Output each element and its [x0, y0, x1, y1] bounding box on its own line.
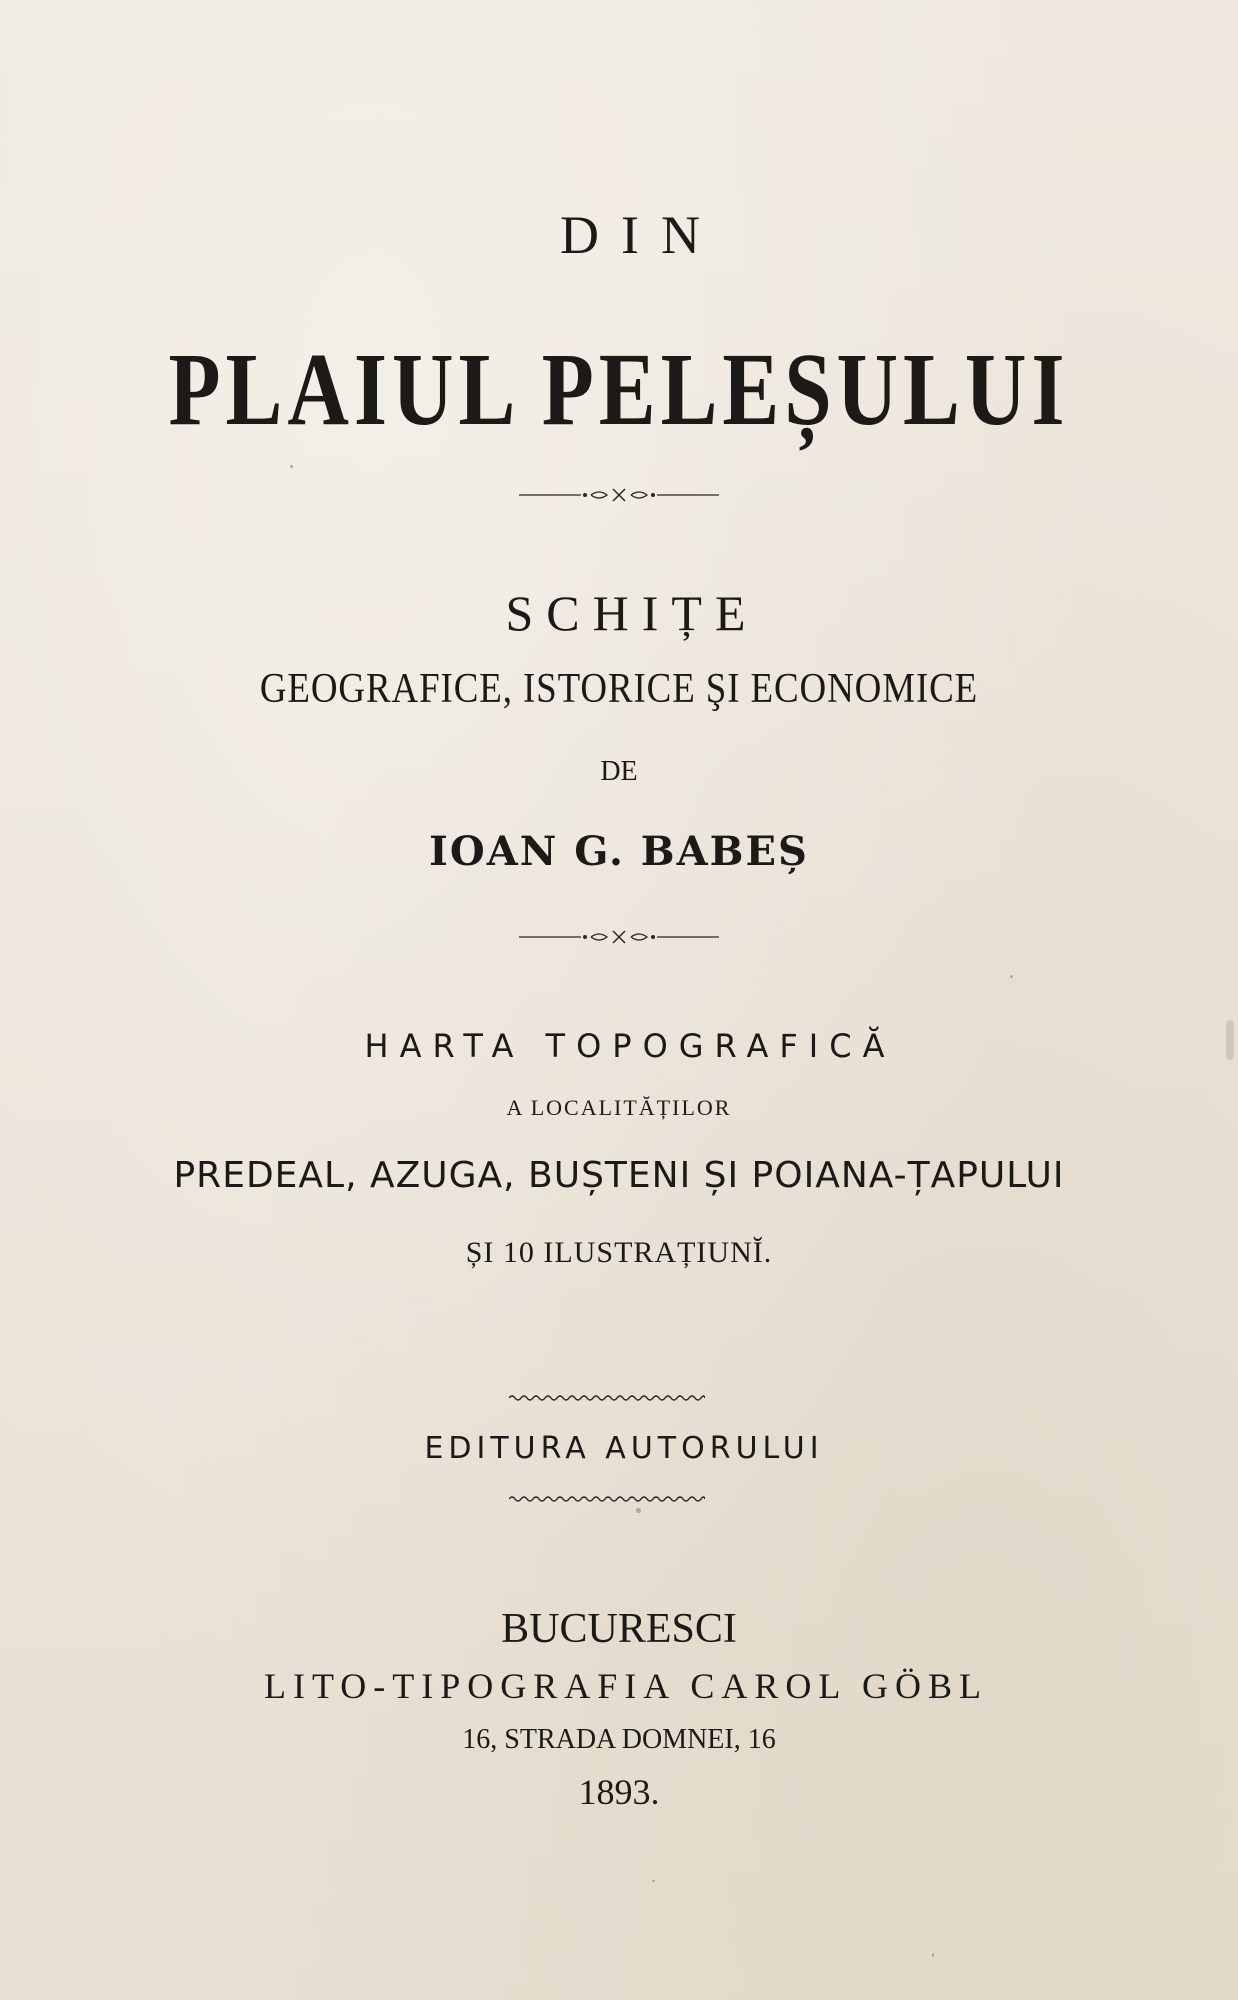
paper-speck: [290, 465, 293, 468]
paper-speck: [636, 1508, 641, 1513]
book-title: PLAIUL PELEȘULUI: [168, 332, 1070, 447]
printer-address: 16, STRADA DOMNEI, 16: [462, 1724, 776, 1755]
printer-name: LITO-TIPOGRAFIA CAROL GÖBL: [263, 1666, 988, 1706]
paper-speck: [1010, 975, 1013, 978]
ornament-divider-icon: [519, 927, 719, 947]
places-list: PREDEAL, AZUGA, BUȘTENI ȘI POIANA-ȚAPULUI: [173, 1155, 1065, 1196]
subtitle: GEOGRAFICE, ISTORICE ŞI ECONOMICE: [259, 666, 979, 712]
author-name: IOAN G. BABEȘ: [429, 828, 809, 875]
paper-speck: [932, 1953, 934, 1957]
ornament-divider-icon: [519, 485, 719, 505]
genre-heading: SCHIȚE: [505, 585, 759, 641]
publication-year: 1893.: [578, 1772, 660, 1812]
illustrations-note: ȘI 10 ILUSTRAȚIUNĬ.: [465, 1236, 773, 1269]
map-heading: HARTA TOPOGRAFICĂ: [364, 1027, 896, 1065]
wavy-rule-icon: [509, 1494, 705, 1504]
paper-speck: [1226, 1020, 1234, 1060]
paper-speck: [652, 1880, 655, 1882]
publication-city: BUCURESCI: [501, 1606, 737, 1652]
by-line: DE: [600, 756, 638, 787]
map-subheading: A LOCALITĂȚILOR: [506, 1095, 732, 1120]
publisher-note: EDITURA AUTORULUI: [424, 1431, 824, 1466]
wavy-rule-icon: [509, 1393, 705, 1403]
title-prefix: DIN: [560, 205, 722, 265]
